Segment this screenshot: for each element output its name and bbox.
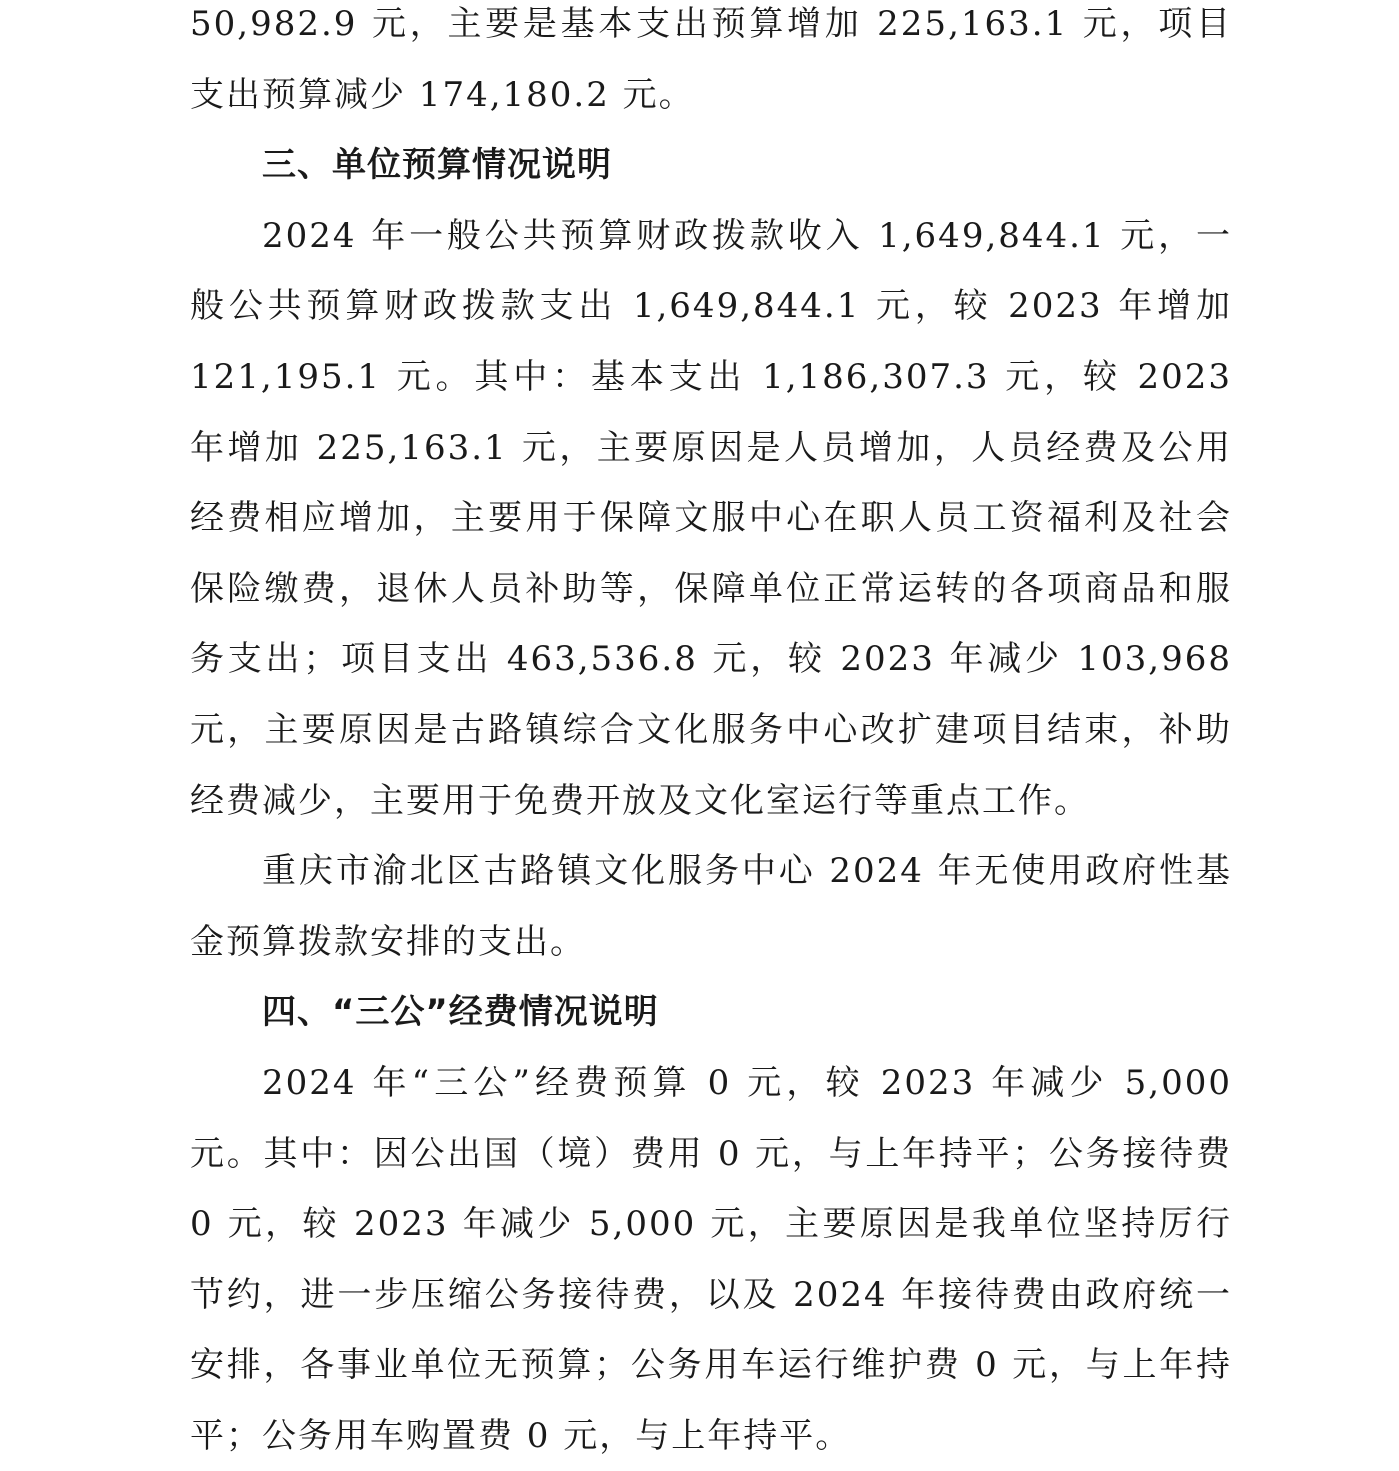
paragraph-three-public-expenses: 2024 年“三公”经费预算 0 元，较 2023 年减少 5,000 元。其中：因公出国（境）费用 0 元，与上年持平；公务接待费 0 元，较 2023 年减少 5,000 元，主要原因是我单位坚持厉行节约，进一步压缩公务接待费，以及 2024 年接待费由政府统一安排，各事业单位无预算；公务用车运行维护费 0 元，与上年持平；公务用车购置费 0 元，与上年持平。 — [190, 1062, 1232, 1456]
heading-unit-budget: 三、单位预算情况说明 — [262, 145, 612, 186]
paragraph-general-public-budget: 2024 年一般公共预算财政拨款收入 1,649,844.1 元，一般公共预算财政拨款支出 1,649,844.1 元，较 2023 年增加 121,195.1 元。其中：基本支出 1,186,307.3 元，较 2023 年增加 225,163.1 元，主要原因是人员增加，人员经费及公用经费相应增加，主要用于保障文服中心在职人员工资福利及社会保险缴费，退休人员补助等，保障单位正常运转的各项商品和服务支出；项目支出 463,536.8 元，较 2023 年减少 103,968 元，主要原因是古路镇综合文化服务中心改扩建项目结束，补助经费减少，主要用于免费开放及文化室运行等重点工作。 — [190, 215, 1232, 821]
paragraph-budget-change-continuation: 50,982.9 元，主要是基本支出预算增加 225,163.1 元，项目支出预算减少 174,180.2 元。 — [190, 4, 1232, 115]
heading-three-public-expenses: 四、“三公”经费情况说明 — [262, 992, 659, 1033]
document-page — [190, 0, 1232, 1471]
paragraph-government-fund-budget: 重庆市渝北区古路镇文化服务中心 2024 年无使用政府性基金预算拨款安排的支出。 — [190, 851, 1232, 962]
